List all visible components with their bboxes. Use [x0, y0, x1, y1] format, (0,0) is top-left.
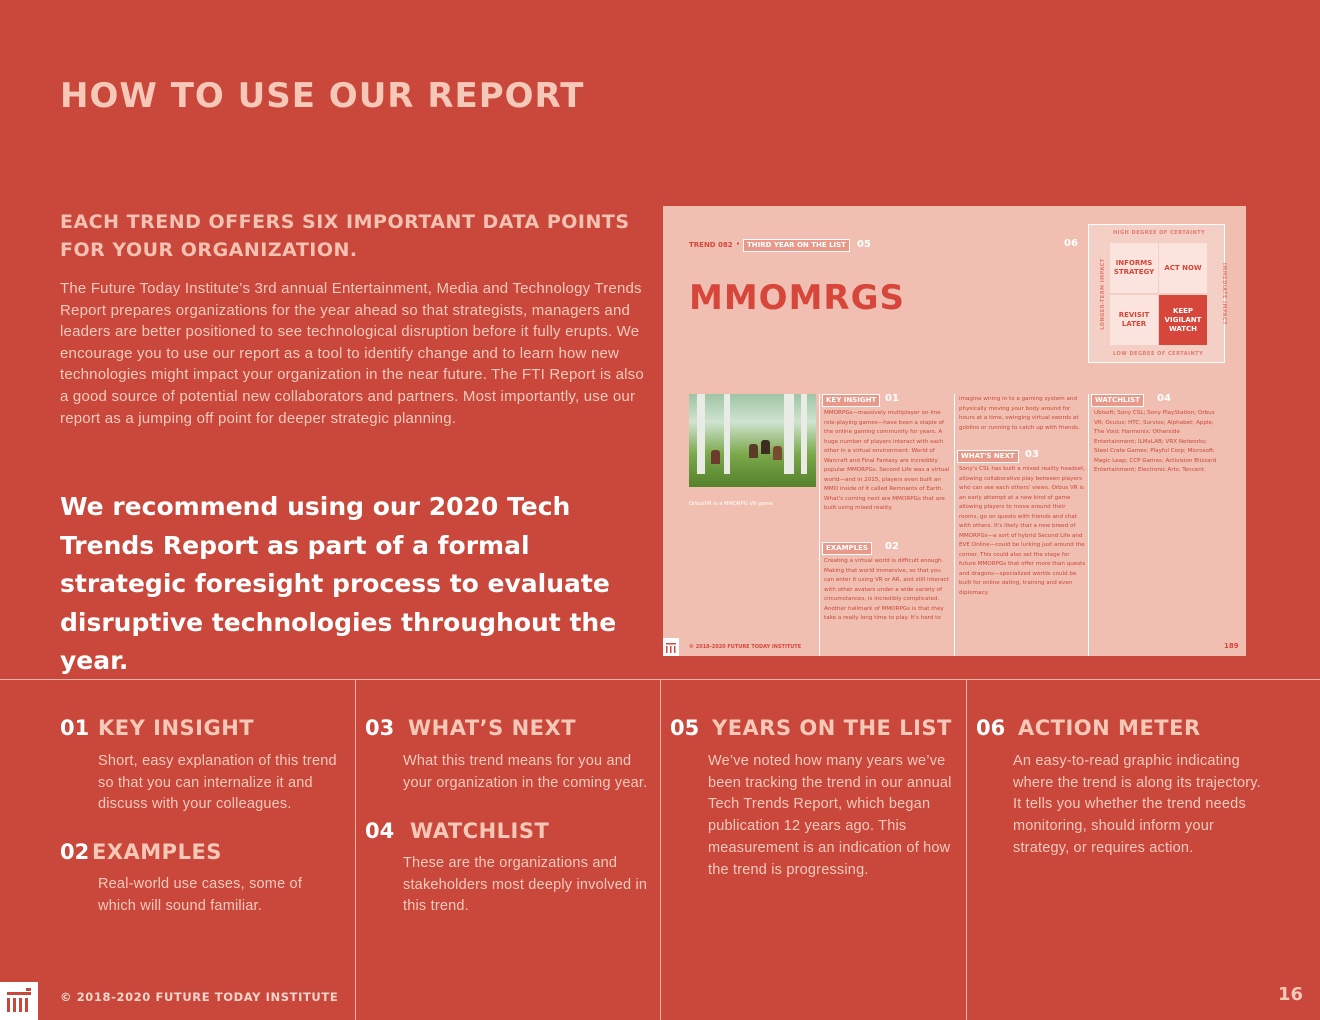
- meter-bottom-label: LOW DEGREE OF CERTAINTY: [1113, 351, 1204, 357]
- thumb-footer: © 2018-2020 FUTURE TODAY INSTITUTE: [689, 644, 802, 650]
- thumb-action-meter: [1088, 224, 1228, 363]
- item-02-title: EXAMPLES: [92, 840, 222, 864]
- thumb-key-insight-num: 01: [885, 393, 899, 404]
- thumb-watchlist-text: Ubisoft; Sony CSL; Sony PlayStation; Orbus VR; Oculus; HTC; Survios; Alphabet; Apple; The Void; Harmonix; Otherside Entertainment; ILMxLAB; VRX Networks; Steel Crate Games; Playful Corp; Microsoft; Magic Leap; CCP Games; Activision Blizzard Entertainment; Electronic Arts; Tencent.: [1094, 410, 1217, 473]
- item-03-number: 03: [365, 716, 395, 740]
- column-divider-2: [660, 679, 661, 1020]
- item-06-body: An easy-to-read graphic indicating where the trend is along its trajectory. It tells you whether the trend needs monitoring, should inform your strategy, or requires action.: [1013, 753, 1261, 856]
- thumb-photo-caption: OrbusVR is a MMORPG VR game: [689, 501, 773, 507]
- thumb-page-number: 189: [1224, 642, 1239, 650]
- thumb-divider-1: [819, 394, 820, 656]
- thumb-key-insight-label: KEY INSIGHT: [822, 394, 880, 407]
- intro-body: The Future Today Institute’s 3rd annual Entertainment, Media and Technology Trends Report prepares organizations for the year ahead so that strategists, managers and leaders are better positioned to see technological disruption before it fully erupts. We encourage you to use our report as a tool to identify change and to learn how new technologies might impact your organization in the near future. The FTI Report is also a good source of potential new collaborators and partners. Most importantly, use our report as a jumping off point for deeper strategic planning.: [60, 280, 644, 427]
- meter-cell-keep-vigilant-watch: KEEP VIGILANT WATCH: [1159, 295, 1207, 345]
- item-01-number: 01: [60, 716, 90, 740]
- fti-logo-icon: [0, 982, 38, 1020]
- page-number: 16: [1278, 984, 1304, 1005]
- item-06-title: ACTION METER: [1018, 716, 1201, 740]
- thumb-whats-next-text: Sony's CSL has built a mixed reality headset, allowing collaborative play between players who can see each others' views. Orbus VR is an early attempt at a new kind of game allowing players to move around their rooms, go on quests with friends and chat with others. It's likely that a new breed of MMORPGs—a sort of hybrid Second Life and EVE Online—could be lurking just around the corner. This could also set the stage for future MMORPGs that offer more than quests and dragons—specialized worlds could be built for online dating, training and even diplomacy.: [959, 466, 1086, 596]
- footer-copyright: © 2018-2020 FUTURE TODAY INSTITUTE: [60, 990, 339, 1004]
- thumb-trend-title: MMOMRGS: [689, 278, 905, 318]
- meter-top-label: HIGH DEGREE OF CERTAINTY: [1113, 230, 1206, 236]
- meter-cell-revisit-later: REVISIT LATER: [1110, 295, 1158, 345]
- report-page-thumbnail: [663, 206, 1246, 656]
- item-01-title: KEY INSIGHT: [98, 716, 255, 740]
- column-divider-1: [355, 679, 356, 1020]
- thumb-watchlist-num: 04: [1157, 393, 1171, 404]
- item-05-title: YEARS ON THE LIST: [712, 716, 952, 740]
- item-05-body: We’ve noted how many years we’ve been tracking the trend in our annual Tech Trends Report, which began publication 12 years ago. This measurement is an indication of how the trend is progressing.: [708, 753, 952, 878]
- thumb-col3-text: imagine wiring in to a gaming system and physically moving your body around for hours at a time, swinging virtual swords at goblins or running to catch up with friends.: [959, 396, 1080, 431]
- meter-right-label: IMMEDIATE IMPACT: [1221, 262, 1228, 326]
- page-title: HOW TO USE OUR REPORT: [60, 76, 585, 116]
- item-01-body: Short, easy explanation of this trend so that you can internalize it and discuss with your colleagues.: [98, 753, 337, 813]
- thumb-years-box: THIRD YEAR ON THE LIST: [743, 239, 850, 252]
- item-02-body: Real-world use cases, some of which will sound familiar.: [98, 876, 303, 914]
- thumb-key-insight-text: MMORPGs—massively multiplayer on-line role-playing games—have been a staple of the online gaming community for years. A huge number of players interact with each other in a virtual environment. World of Warcraft and Final Fantasy are incredibly popular MMORPGs. Second Life was a virtual world—and in 2015, players even built an MMO inside of it called Remnants of Earth. What's coming next are MMORPGs that are built using mixed reality.: [824, 410, 950, 511]
- thumb-watchlist-label: WATCHLIST: [1091, 394, 1144, 407]
- item-03-body: What this trend means for you and your organization in the coming year.: [403, 753, 648, 791]
- item-05-number: 05: [670, 716, 700, 740]
- meter-cell-act-now: ACT NOW: [1159, 243, 1207, 293]
- meter-cell-informs-strategy: INFORMS STRATEGY: [1110, 243, 1158, 293]
- thumb-meter-num: 06: [1064, 238, 1078, 249]
- item-04-title: WATCHLIST: [410, 819, 550, 843]
- item-06-number: 06: [976, 716, 1006, 740]
- thumb-bullet: •: [736, 240, 741, 248]
- item-04-body: These are the organizations and stakeholders most deeply involved in this trend.: [403, 855, 648, 915]
- thumb-years-num: 05: [857, 239, 871, 250]
- thumb-trend-label: TREND 082: [689, 241, 733, 249]
- thumb-divider-2: [954, 394, 955, 656]
- thumb-examples-label: EXAMPLES: [822, 542, 872, 555]
- column-divider-3: [966, 679, 967, 1020]
- thumb-divider-3: [1088, 394, 1089, 656]
- thumb-examples-text: Creating a virtual world is difficult enough. Making that world immersive, so that you can enter it using VR or AR, and still interact with other avatars under a wide variety of circumstances, is incredibly complicated. Another hallmark of MMORPGs is that they take a really long time to play. It's hard to: [824, 558, 949, 621]
- thumb-examples-num: 02: [885, 541, 899, 552]
- thumb-logo: [663, 638, 679, 656]
- thumb-game-photo: [689, 394, 816, 487]
- item-02-number: 02: [60, 840, 90, 864]
- item-03-title: WHAT’S NEXT: [408, 716, 577, 740]
- thumb-whats-next-label: WHAT'S NEXT: [957, 450, 1019, 463]
- meter-left-label: LONGER-TERM IMPACT: [1099, 258, 1106, 330]
- intro-heading: EACH TREND OFFERS SIX IMPORTANT DATA POINTS FOR YOUR ORGANIZATION.: [60, 211, 630, 261]
- item-04-number: 04: [365, 819, 395, 843]
- recommendation-callout: We recommend using our 2020 Tech Trends Report as part of a formal strategic foresight process to evaluate disruptive technologies throughout the year.: [60, 492, 617, 675]
- thumb-whats-next-num: 03: [1025, 449, 1039, 460]
